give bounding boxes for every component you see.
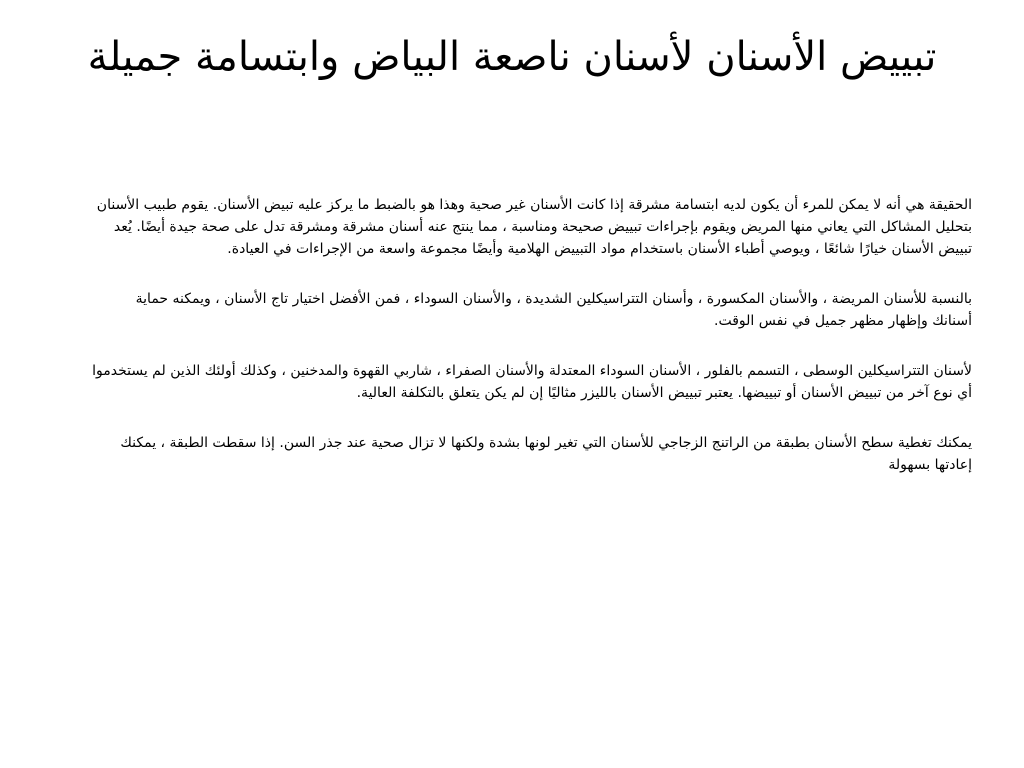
slide-title: تبييض الأسنان لأسنان ناصعة البياض وابتسامة جميلة bbox=[87, 34, 937, 80]
body-paragraph-4: يمكنك تغطية سطح الأسنان بطبقة من الراتنج الزجاجي للأسنان التي تغير لونها بشدة ولكنها لا تزال صحية عند جذر السن. إذا سقطت الطبقة ، يمكنك إعادتها بسهولة bbox=[120, 435, 972, 473]
body-paragraph-1: الحقيقة هي أنه لا يمكن للمرء أن يكون لديه ابتسامة مشرقة إذا كانت الأسنان غير صحية وهذا هو بالضبط ما يركز عليه تبيض الأسنان. يقوم طبيب الأسنان بتحليل المشاكل التي يعاني منها المريض ويقوم بإجراءات تبييض صحيحة ومناسبة ، مما ينتج عنه أسنان مشرقة ومشرقة تدل على صحة جيدة أيضًا. يُعد تبييض الأسنان خيارًا شائعًا ، ويوصي أطباء الأسنان باستخدام مواد التبييض الهلامية وأيضًا مجموعة واسعة من الإجراءات في العيادة. bbox=[96, 197, 972, 257]
body-paragraph-3: لأسنان التتراسيكلين الوسطى ، التسمم بالفلور ، الأسنان السوداء المعتدلة والأسنان الصفراء ، شاربي القهوة والمدخنين ، وكذلك أولئك الذين لم يستخدموا أي نوع آخر من تبييض الأسنان أو تبييضها. يعتبر تبييض الأسنان بالليزر مثاليًا إن لم يكن يتعلق بالتكلفة العالية. bbox=[92, 363, 972, 401]
slide-body bbox=[92, 194, 972, 504]
body-paragraph-2: بالنسبة للأسنان المريضة ، والأسنان المكسورة ، وأسنان التتراسيكلين الشديدة ، والأسنان السوداء ، فمن الأفضل اختيار تاج الأسنان ، ويمكنه حماية أسنانك وإظهار مظهر جميل في نفس الوقت. bbox=[135, 291, 972, 329]
